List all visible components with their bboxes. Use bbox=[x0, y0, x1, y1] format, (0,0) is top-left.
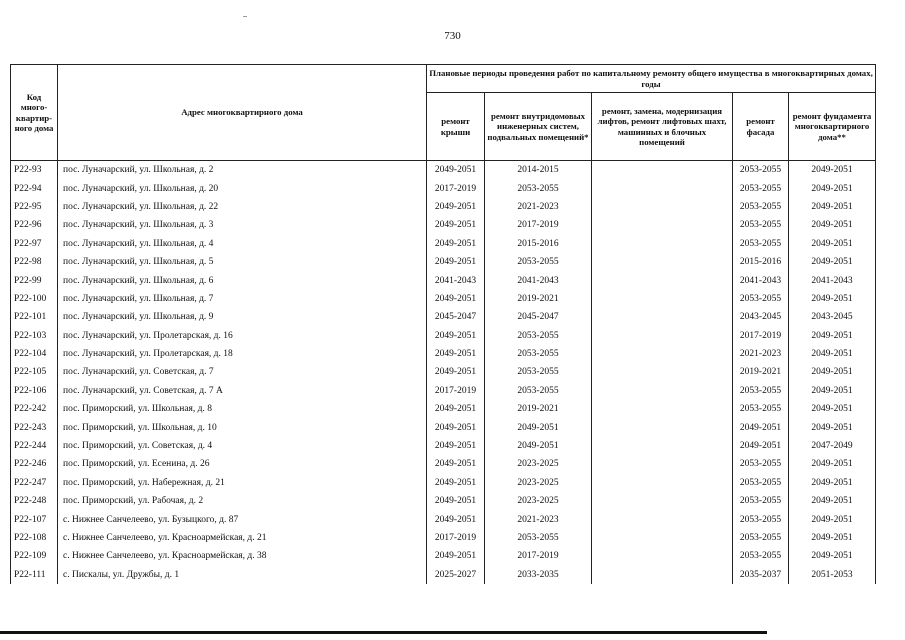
cell-elevators bbox=[592, 382, 733, 400]
cell-address: пос. Луначарский, ул. Школьная, д. 20 bbox=[58, 179, 427, 197]
table-row bbox=[11, 271, 876, 289]
cell-roof: 2049-2051 bbox=[427, 235, 485, 253]
header-facade: ремонт фасада bbox=[733, 93, 789, 161]
cell-roof: 2049-2051 bbox=[427, 253, 485, 271]
cell-foundation: 2047-2049 bbox=[789, 437, 876, 455]
cell-foundation: 2049-2051 bbox=[789, 363, 876, 381]
cell-elevators bbox=[592, 253, 733, 271]
cell-address: с. Нижнее Санчелеево, ул. Красноармейская, д. 21 bbox=[58, 529, 427, 547]
table-row bbox=[11, 216, 876, 234]
cell-facade: 2053-2055 bbox=[733, 529, 789, 547]
table-row bbox=[11, 290, 876, 308]
cell-code: Р22-96 bbox=[11, 216, 58, 234]
capital-repair-table bbox=[10, 64, 876, 584]
cell-address: пос. Луначарский, ул. Школьная, д. 3 bbox=[58, 216, 427, 234]
cell-systems: 2021-2023 bbox=[485, 510, 592, 528]
cell-code: Р22-246 bbox=[11, 455, 58, 473]
cell-facade: 2053-2055 bbox=[733, 510, 789, 528]
cell-systems: 2019-2021 bbox=[485, 400, 592, 418]
cell-code: Р22-95 bbox=[11, 198, 58, 216]
table-row bbox=[11, 235, 876, 253]
cell-roof: 2049-2051 bbox=[427, 547, 485, 565]
cell-code: Р22-99 bbox=[11, 271, 58, 289]
cell-systems: 2021-2023 bbox=[485, 198, 592, 216]
cell-code: Р22-105 bbox=[11, 363, 58, 381]
cell-systems: 2049-2051 bbox=[485, 418, 592, 436]
cell-address: пос. Луначарский, ул. Школьная, д. 9 bbox=[58, 308, 427, 326]
cell-roof: 2017-2019 bbox=[427, 179, 485, 197]
cell-roof: 2049-2051 bbox=[427, 216, 485, 234]
table-row bbox=[11, 345, 876, 363]
cell-foundation: 2049-2051 bbox=[789, 547, 876, 565]
cell-systems: 2053-2055 bbox=[485, 327, 592, 345]
cell-roof: 2049-2051 bbox=[427, 474, 485, 492]
cell-systems: 2023-2025 bbox=[485, 455, 592, 473]
cell-facade: 2053-2055 bbox=[733, 400, 789, 418]
table-row bbox=[11, 566, 876, 584]
cell-code: Р22-242 bbox=[11, 400, 58, 418]
cell-address: пос. Луначарский, ул. Школьная, д. 4 bbox=[58, 235, 427, 253]
cell-address: пос. Приморский, ул. Есенина, д. 26 bbox=[58, 455, 427, 473]
cell-code: Р22-94 bbox=[11, 179, 58, 197]
header-elevators: ремонт, замена, модернизация лифтов, ремонт лифтовых шахт, машинных и блочных помещений bbox=[592, 93, 733, 161]
cell-foundation: 2051-2053 bbox=[789, 566, 876, 584]
cell-foundation: 2049-2051 bbox=[789, 179, 876, 197]
cell-facade: 2041-2043 bbox=[733, 271, 789, 289]
cell-elevators bbox=[592, 547, 733, 565]
cell-roof: 2049-2051 bbox=[427, 418, 485, 436]
cell-address: пос. Приморский, ул. Школьная, д. 10 bbox=[58, 418, 427, 436]
header-periods-group: Плановые периоды проведения работ по капитальному ремонту общего имущества в многоквартирных домах, годы bbox=[427, 65, 876, 93]
cell-roof: 2049-2051 bbox=[427, 455, 485, 473]
cell-roof: 2049-2051 bbox=[427, 327, 485, 345]
cell-address: пос. Приморский, ул. Школьная, д. 8 bbox=[58, 400, 427, 418]
header-address: Адрес многоквартирного дома bbox=[58, 65, 427, 161]
cell-foundation: 2049-2051 bbox=[789, 529, 876, 547]
cell-foundation: 2049-2051 bbox=[789, 455, 876, 473]
cell-foundation: 2049-2051 bbox=[789, 510, 876, 528]
cell-address: пос. Луначарский, ул. Советская, д. 7 А bbox=[58, 382, 427, 400]
cell-elevators bbox=[592, 455, 733, 473]
cell-facade: 2021-2023 bbox=[733, 345, 789, 363]
cell-foundation: 2049-2051 bbox=[789, 400, 876, 418]
table-row bbox=[11, 455, 876, 473]
page-number: 730 bbox=[444, 30, 461, 42]
cell-elevators bbox=[592, 510, 733, 528]
cell-code: Р22-243 bbox=[11, 418, 58, 436]
cell-facade: 2053-2055 bbox=[733, 474, 789, 492]
table-row bbox=[11, 437, 876, 455]
table-row bbox=[11, 308, 876, 326]
table-row bbox=[11, 198, 876, 216]
cell-elevators bbox=[592, 492, 733, 510]
cell-foundation: 2049-2051 bbox=[789, 235, 876, 253]
cell-address: с. Нижнее Санчелеево, ул. Бузыцкого, д. 87 bbox=[58, 510, 427, 528]
cell-systems: 2053-2055 bbox=[485, 179, 592, 197]
cell-foundation: 2049-2051 bbox=[789, 198, 876, 216]
cell-foundation: 2049-2051 bbox=[789, 418, 876, 436]
table-row bbox=[11, 400, 876, 418]
cell-roof: 2049-2051 bbox=[427, 510, 485, 528]
cell-code: Р22-108 bbox=[11, 529, 58, 547]
cell-facade: 2053-2055 bbox=[733, 179, 789, 197]
cell-address: пос. Луначарский, ул. Школьная, д. 7 bbox=[58, 290, 427, 308]
cell-foundation: 2049-2051 bbox=[789, 161, 876, 180]
cell-elevators bbox=[592, 198, 733, 216]
cell-facade: 2053-2055 bbox=[733, 198, 789, 216]
cell-facade: 2053-2055 bbox=[733, 382, 789, 400]
cell-code: Р22-248 bbox=[11, 492, 58, 510]
cell-code: Р22-100 bbox=[11, 290, 58, 308]
cell-foundation: 2049-2051 bbox=[789, 327, 876, 345]
cell-elevators bbox=[592, 474, 733, 492]
cell-roof: 2049-2051 bbox=[427, 345, 485, 363]
cell-address: пос. Луначарский, ул. Школьная, д. 5 bbox=[58, 253, 427, 271]
cell-address: пос. Луначарский, ул. Школьная, д. 2 bbox=[58, 161, 427, 180]
cell-systems: 2053-2055 bbox=[485, 253, 592, 271]
cell-facade: 2019-2021 bbox=[733, 363, 789, 381]
table-row bbox=[11, 510, 876, 528]
cell-address: пос. Луначарский, ул. Пролетарская, д. 16 bbox=[58, 327, 427, 345]
header-roof: ремонт крыши bbox=[427, 93, 485, 161]
cell-facade: 2043-2045 bbox=[733, 308, 789, 326]
table-row bbox=[11, 253, 876, 271]
cell-roof: 2049-2051 bbox=[427, 400, 485, 418]
cell-roof: 2045-2047 bbox=[427, 308, 485, 326]
cell-systems: 2053-2055 bbox=[485, 363, 592, 381]
cell-facade: 2049-2051 bbox=[733, 437, 789, 455]
cell-address: пос. Приморский, ул. Советская, д. 4 bbox=[58, 437, 427, 455]
cell-roof: 2017-2019 bbox=[427, 382, 485, 400]
cell-elevators bbox=[592, 566, 733, 584]
table-row bbox=[11, 327, 876, 345]
cell-elevators bbox=[592, 418, 733, 436]
cell-code: Р22-97 bbox=[11, 235, 58, 253]
cell-code: Р22-107 bbox=[11, 510, 58, 528]
cell-address: пос. Приморский, ул. Набережная, д. 21 bbox=[58, 474, 427, 492]
cell-roof: 2049-2051 bbox=[427, 437, 485, 455]
cell-facade: 2053-2055 bbox=[733, 290, 789, 308]
table-row bbox=[11, 418, 876, 436]
cell-systems: 2045-2047 bbox=[485, 308, 592, 326]
header-systems: ремонт внутридомовых инженерных систем, подвальных помещений* bbox=[485, 93, 592, 161]
cell-elevators bbox=[592, 308, 733, 326]
table-row bbox=[11, 529, 876, 547]
cell-code: Р22-93 bbox=[11, 161, 58, 180]
cell-foundation: 2041-2043 bbox=[789, 271, 876, 289]
cell-facade: 2053-2055 bbox=[733, 161, 789, 180]
cell-elevators bbox=[592, 400, 733, 418]
cell-code: Р22-98 bbox=[11, 253, 58, 271]
cell-address: пос. Луначарский, ул. Школьная, д. 22 bbox=[58, 198, 427, 216]
cell-elevators bbox=[592, 271, 733, 289]
cell-roof: 2025-2027 bbox=[427, 566, 485, 584]
cell-address: с. Нижнее Санчелеево, ул. Красноармейская, д. 38 bbox=[58, 547, 427, 565]
cell-elevators bbox=[592, 216, 733, 234]
cell-foundation: 2043-2045 bbox=[789, 308, 876, 326]
cell-foundation: 2049-2051 bbox=[789, 216, 876, 234]
cell-address: пос. Луначарский, ул. Советская, д. 7 bbox=[58, 363, 427, 381]
cell-systems: 2023-2025 bbox=[485, 474, 592, 492]
cell-elevators bbox=[592, 327, 733, 345]
cell-address: пос. Луначарский, ул. Пролетарская, д. 18 bbox=[58, 345, 427, 363]
table-row bbox=[11, 492, 876, 510]
cell-roof: 2049-2051 bbox=[427, 198, 485, 216]
cell-foundation: 2049-2051 bbox=[789, 474, 876, 492]
table-row bbox=[11, 363, 876, 381]
cell-facade: 2053-2055 bbox=[733, 492, 789, 510]
cell-systems: 2053-2055 bbox=[485, 529, 592, 547]
header-foundation: ремонт фундамента многоквартирного дома** bbox=[789, 93, 876, 161]
table-row bbox=[11, 161, 876, 180]
table-row bbox=[11, 179, 876, 197]
cell-address: с. Пискалы, ул. Дружбы, д. 1 bbox=[58, 566, 427, 584]
cell-code: Р22-111 bbox=[11, 566, 58, 584]
cell-foundation: 2049-2051 bbox=[789, 492, 876, 510]
cell-code: Р22-104 bbox=[11, 345, 58, 363]
cell-facade: 2015-2016 bbox=[733, 253, 789, 271]
cell-systems: 2023-2025 bbox=[485, 492, 592, 510]
cell-roof: 2049-2051 bbox=[427, 363, 485, 381]
cell-systems: 2049-2051 bbox=[485, 437, 592, 455]
cell-facade: 2049-2051 bbox=[733, 418, 789, 436]
cell-code: Р22-244 bbox=[11, 437, 58, 455]
cell-code: Р22-103 bbox=[11, 327, 58, 345]
cell-systems: 2033-2035 bbox=[485, 566, 592, 584]
table-row bbox=[11, 382, 876, 400]
cell-foundation: 2049-2051 bbox=[789, 290, 876, 308]
cell-facade: 2035-2037 bbox=[733, 566, 789, 584]
cell-elevators bbox=[592, 437, 733, 455]
cell-elevators bbox=[592, 529, 733, 547]
cell-elevators bbox=[592, 363, 733, 381]
cell-code: Р22-106 bbox=[11, 382, 58, 400]
cell-systems: 2019-2021 bbox=[485, 290, 592, 308]
cell-systems: 2017-2019 bbox=[485, 216, 592, 234]
cell-facade: 2053-2055 bbox=[733, 216, 789, 234]
cell-elevators bbox=[592, 290, 733, 308]
cell-roof: 2049-2051 bbox=[427, 290, 485, 308]
cell-roof: 2049-2051 bbox=[427, 161, 485, 180]
cell-elevators bbox=[592, 161, 733, 180]
scan-speck bbox=[243, 16, 247, 17]
table-row bbox=[11, 474, 876, 492]
cell-systems: 2017-2019 bbox=[485, 547, 592, 565]
cell-systems: 2041-2043 bbox=[485, 271, 592, 289]
cell-code: Р22-109 bbox=[11, 547, 58, 565]
cell-roof: 2049-2051 bbox=[427, 492, 485, 510]
cell-facade: 2053-2055 bbox=[733, 455, 789, 473]
cell-foundation: 2049-2051 bbox=[789, 382, 876, 400]
cell-address: пос. Приморский, ул. Рабочая, д. 2 bbox=[58, 492, 427, 510]
table-body bbox=[11, 161, 876, 584]
cell-address: пос. Луначарский, ул. Школьная, д. 6 bbox=[58, 271, 427, 289]
cell-roof: 2017-2019 bbox=[427, 529, 485, 547]
cell-systems: 2014-2015 bbox=[485, 161, 592, 180]
table-row bbox=[11, 547, 876, 565]
cell-elevators bbox=[592, 179, 733, 197]
bottom-rule bbox=[0, 631, 767, 634]
cell-code: Р22-101 bbox=[11, 308, 58, 326]
cell-facade: 2017-2019 bbox=[733, 327, 789, 345]
cell-facade: 2053-2055 bbox=[733, 547, 789, 565]
cell-code: Р22-247 bbox=[11, 474, 58, 492]
cell-foundation: 2049-2051 bbox=[789, 253, 876, 271]
cell-elevators bbox=[592, 345, 733, 363]
cell-facade: 2053-2055 bbox=[733, 235, 789, 253]
cell-foundation: 2049-2051 bbox=[789, 345, 876, 363]
cell-systems: 2053-2055 bbox=[485, 382, 592, 400]
header-code: Код много-квартир-ного дома bbox=[11, 65, 58, 161]
cell-roof: 2041-2043 bbox=[427, 271, 485, 289]
cell-systems: 2053-2055 bbox=[485, 345, 592, 363]
cell-systems: 2015-2016 bbox=[485, 235, 592, 253]
cell-elevators bbox=[592, 235, 733, 253]
